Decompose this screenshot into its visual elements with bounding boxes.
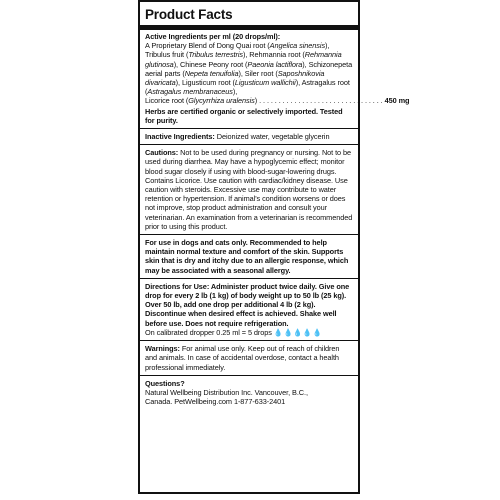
active-ingredients-section [145,32,410,125]
ingredient-common: Chinese Peony root [179,59,244,69]
ingredient-latin: Nepeta tenuifolia [184,68,239,78]
ingredient-common: Ligusticum root [181,78,231,88]
inactive-text: Deionized water, vegetable glycerin [216,132,330,142]
cautions-heading: Cautions: [145,148,179,158]
cautions-section [145,148,353,231]
inactive-ingredients-section [145,132,353,141]
ingredient-latin: Saposhnikovia divaricata [145,68,325,88]
dropper-text: On calibrated dropper 0.25 ml = 5 drops [145,327,272,337]
phone-number[interactable]: 1-877-633-2401 [233,397,286,407]
ingredient-common: Schizonepeta aerial parts [145,59,353,78]
ingredient-common: Licorice root [145,96,184,106]
ingredient-latin: Angelica sinensis [269,41,326,51]
active-heading: Active Ingredients per ml (20 drops/ml): [145,32,281,41]
ingredient-common: Astragalus root [301,78,350,88]
panel-title: Product Facts [145,7,233,22]
divider [140,278,358,279]
ingredient-latin: Tribulus terrestris [188,50,243,60]
droplets-icon: 💧💧💧💧💧 [273,327,323,337]
ingredient-latin: Ligusticum wallichii [234,78,296,88]
ingredient-common: Rehmannia root [249,50,301,60]
questions-heading: Questions? [145,378,185,388]
questions-section [145,379,353,407]
ingredient-latin: Astragalus membranaceus [147,87,233,97]
warnings-section [145,344,353,372]
divider [140,375,358,376]
ingredient-intro: A Proprietary Blend of Dong Quai root (Angelica sinensis), Tribulus fruit (Tribulus terrestris), Rehmannia root (Rehmannia glutinosa), Chinese Peony root (Paeonia lactiflora), Schizonepeta aerial parts (Nepeta tenuifolia), Siler root (Saposhnikovia divaricata), Ligusticum root (Ligusticum wallichii), Astragalus root (Astragalus membranaceus), [145,41,353,97]
contact-line [145,397,353,406]
dropper-line [145,328,353,337]
ingredient-latin: Glycyrrhiza uralensis [188,96,255,106]
ingredient-list [145,41,410,106]
ingredient-latin: Paeonia lactiflora [247,59,303,69]
ingredient-amount: 450 mg [384,96,410,106]
product-facts-panel [138,0,410,494]
inactive-heading: Inactive Ingredients: [145,132,215,142]
warnings-text: For animal use only. Keep out of reach of children and animals. In case of accidental overdose, contact a health professional immediately. [145,344,340,372]
divider [140,340,358,341]
use-section: For use in dogs and cats only. Recommended to help maintain normal texture and comfort of the skin. Supports skin that is dry and itchy due to an allergic response, which may be associated with a seasonal allergy. [145,238,349,275]
company-line: Natural Wellbeing Distribution Inc. Vancouver, B.C., [145,387,308,397]
country-text: Canada. [145,397,173,407]
ingredient-latin: Rehmannia glutinosa [145,50,342,69]
thick-divider [140,25,358,30]
ingredient-common: Tribulus fruit [145,50,185,60]
website-link[interactable]: PetWellbeing.com [174,397,232,407]
divider [140,128,358,129]
divider [140,144,358,145]
cautions-text: Not to be used during pregnancy or nursing. Not to be used during diarrhea. May have a hypoglycemic effect; monitor blood sugar closely if using with blood-sugar-lowering drugs. Contains Licorice. Use caution with cardiac/kidney disease. Use caution with steroids. Excessive use may contribute to water retention or hypertension. If animal's condition worsens or does not improve, stop product administration and consult your veterinarian. An examination from a veterinarian is recommended prior to using this product. [145,148,353,231]
divider [140,234,358,235]
directions-section [145,282,353,337]
ingredient-amount-row: Licorice root (Glycyrrhiza uralensis) . . . . . . . . . . . . . . . . . . . . . . . . . . . . . . . . 450 mg [145,96,410,106]
warnings-heading: Warnings: [145,344,180,354]
ingredient-note: Herbs are certified organic or selectively imported. Tested for purity. [145,106,343,125]
ingredient-common: Siler root [244,68,274,78]
directions-text: Directions for Use: Administer product twice daily. Give one drop for every 2 lb (1 kg) of body weight up to 50 lb (25 kg). Over 50 lb, add one drop per additional 4 lb (2 kg). Discontinue when desired effect is achieved. Shake well before use. Does not require refrigeration. [145,281,350,328]
